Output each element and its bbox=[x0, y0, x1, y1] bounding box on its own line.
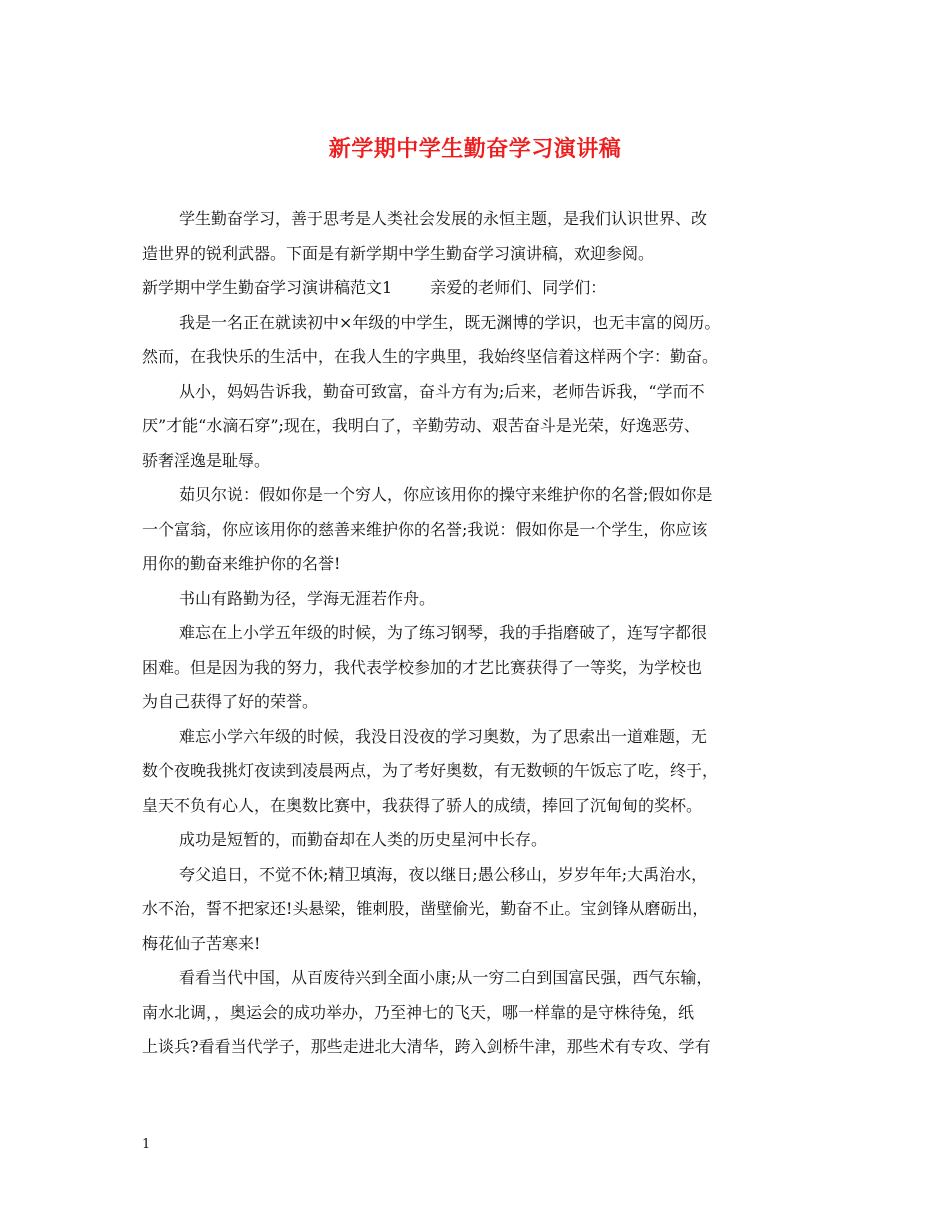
paragraph-line: 我是一名正在就读初中×年级的中学生，既无渊博的学识，也无丰富的阅历。 bbox=[179, 312, 721, 332]
paragraph-line: 南水北调，，奥运会的成功举办，乃至神七的飞天，哪一样靠的是守株待兔，纸 bbox=[142, 1002, 695, 1022]
paragraph-line: 为自己获得了好的荣誉。 bbox=[142, 692, 319, 711]
document-title: 新学期中学生勤奋学习演讲稿 bbox=[328, 136, 622, 162]
document-body bbox=[142, 202, 832, 1065]
paragraph-line: 水不治，誓不把家还!头悬梁，锥刺股，凿壁偷光，勤奋不止。宝剑锋从磨砺出， bbox=[142, 899, 709, 918]
paragraph-line: 梅花仙子苦寒来! bbox=[142, 933, 261, 953]
salutation: 亲爱的老师们、同学们： bbox=[430, 278, 607, 297]
paragraph-line: 造世界的锐利武器。下面是有新学期中学生勤奋学习演讲稿，欢迎参阅。 bbox=[142, 243, 655, 263]
paragraph-line: 一个富翁，你应该用你的慈善来维护你的名誉;我说：假如你是一个学生，你应该 bbox=[142, 519, 708, 539]
paragraph-line: 然而，在我快乐的生活中，在我人生的字典里，我始终坚信着这样两个字：勤奋。 bbox=[142, 347, 719, 366]
paragraph-line: 夸父追日，不觉不休;精卫填海，夜以继日;愚公移山，岁岁年年;大禹治水， bbox=[179, 864, 708, 884]
paragraph-line: 书山有路勤为径，学海无涯若作舟。 bbox=[179, 588, 436, 608]
paragraph-line: 茹贝尔说：假如你是一个穷人，你应该用你的操守来维护你的名誉;假如你是 bbox=[179, 485, 713, 504]
paragraph-line: 看看当代中国，从百废待兴到全面小康;从一穷二白到国富民强，西气东输， bbox=[179, 968, 713, 987]
section-heading: 新学期中学生勤奋学习演讲稿范文1 bbox=[142, 278, 393, 297]
paragraph-line: 用你的勤奋来维护你的名誉! bbox=[142, 554, 341, 573]
paragraph-line: 上谈兵?看看当代学子，那些走进北大清华，跨入剑桥牛津，那些术有专攻、学有 bbox=[142, 1037, 711, 1056]
paragraph-line: 难忘小学六年级的时候，我没日没夜的学习奥数，为了思索出一道难题，无 bbox=[179, 726, 708, 746]
paragraph-line: 学生勤奋学习，善于思考是人类社会发展的永恒主题，是我们认识世界、改 bbox=[179, 209, 708, 228]
paragraph-line: 数个夜晚我挑灯夜读到凌晨两点，为了考好奥数，有无数顿的午饭忘了吃，终于， bbox=[142, 761, 719, 780]
paragraph-line: 骄奢淫逸是耻辱。 bbox=[142, 450, 271, 470]
paragraph-line: 难忘在上小学五年级的时候，为了练习钢琴，我的手指磨破了，连写字都很 bbox=[179, 623, 708, 642]
page-number: 1 bbox=[142, 1137, 151, 1152]
paragraph-line: 成功是短暂的，而勤奋却在人类的历史星河中长存。 bbox=[179, 830, 548, 849]
paragraph-line bbox=[142, 271, 832, 306]
paragraph-line: 皇天不负有心人，在奥数比赛中，我获得了骄人的成绩，捧回了沉甸甸的奖杯。 bbox=[142, 795, 703, 815]
paragraph-line: 厌”才能“水滴石穿”;现在，我明白了，辛勤劳动、艰苦奋斗是光荣，好逸恶劳、 bbox=[142, 416, 700, 435]
paragraph-line: 困难。但是因为我的努力，我代表学校参加的才艺比赛获得了一等奖，为学校也 bbox=[142, 657, 703, 677]
paragraph-line: 从小，妈妈告诉我，勤奋可致富，奋斗方有为;后来，老师告诉我，“学而不 bbox=[179, 381, 705, 401]
